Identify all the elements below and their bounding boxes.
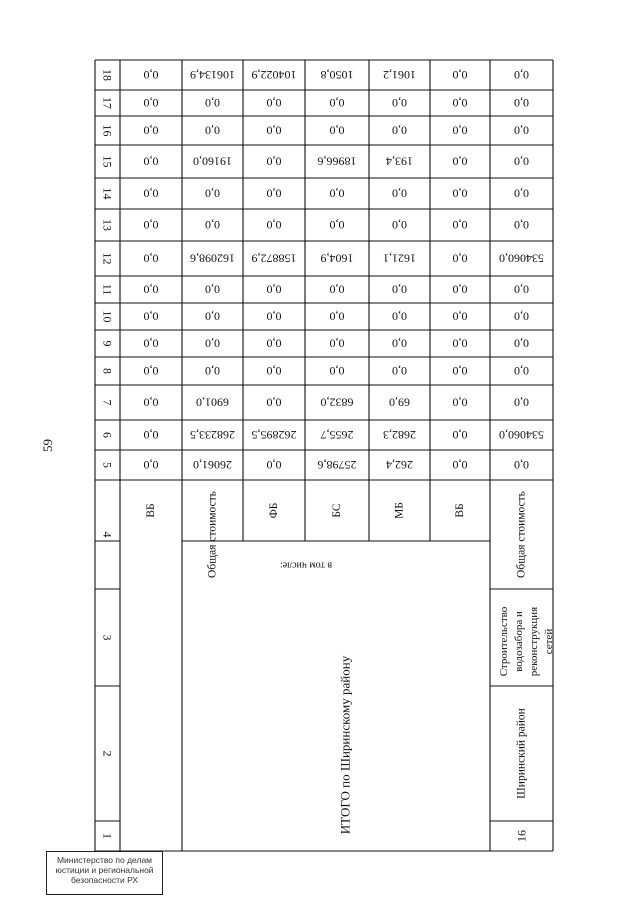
object-description-line: водозабора и: [513, 611, 525, 672]
row-label: БС: [331, 503, 343, 518]
data-cell: 0,0: [452, 96, 468, 110]
data-cell: 0,0: [205, 336, 220, 351]
data-cell: 0,0: [205, 309, 220, 324]
data-cell: 0,0: [392, 309, 407, 324]
data-cell: 0,0: [266, 336, 282, 351]
page-number: 59: [40, 439, 55, 452]
data-cell: 0,0: [392, 186, 407, 201]
data-cell: 0,0: [266, 154, 282, 169]
data-cell: 0,0: [143, 251, 159, 266]
data-cell: 0,0: [452, 336, 468, 351]
data-cell: 0,0: [205, 218, 220, 232]
data-cell: 0,0: [329, 336, 345, 351]
data-cell: 0,0: [266, 282, 282, 297]
data-cell: 0,0: [514, 364, 529, 378]
column-number: 7: [100, 399, 115, 406]
column-number: 9: [100, 340, 115, 347]
row-label: ФБ: [268, 502, 280, 519]
data-cell: 0,0: [205, 186, 220, 201]
data-cell: 69,0: [389, 395, 410, 410]
data-cell: 0,0: [266, 96, 282, 110]
column-number: 6: [100, 432, 115, 438]
column-number: 1: [100, 833, 115, 839]
data-cell: 0,0: [452, 123, 468, 138]
stamp-line-2: юстиции и региональной: [55, 865, 154, 875]
data-cell: 0,0: [392, 96, 407, 110]
data-cell: 0,0: [143, 96, 159, 110]
data-cell: 0,0: [143, 364, 159, 378]
data-cell: 0,0: [143, 395, 159, 410]
data-cell: 0,0: [514, 123, 529, 138]
data-cell: 19160,0: [193, 154, 232, 169]
data-cell: 0,0: [143, 428, 159, 442]
data-cell: 0,0: [514, 68, 529, 82]
data-cell: 0,0: [143, 218, 159, 232]
data-cell: 0,0: [329, 309, 345, 324]
data-cell: 162098,6: [190, 251, 235, 266]
stamp-line-3: безопасности РХ: [70, 875, 139, 885]
data-cell: 0,0: [143, 309, 159, 324]
data-cell: 0,0: [514, 309, 529, 324]
data-cell: 0,0: [452, 282, 468, 297]
data-cell: 0,0: [392, 123, 407, 138]
column-number: 12: [100, 252, 115, 265]
column-number: 10: [100, 310, 115, 323]
data-cell: 0,0: [392, 364, 407, 378]
data-cell: 0,0: [392, 218, 407, 232]
data-cell: 1050,8: [320, 68, 354, 82]
column-number: 5: [100, 462, 115, 468]
data-cell: 0,0: [266, 395, 282, 410]
column-number: 16: [100, 124, 115, 137]
column-number: 15: [100, 155, 115, 168]
data-cell: 0,0: [329, 186, 345, 201]
data-cell: 0,0: [452, 395, 468, 410]
data-cell: 0,0: [329, 218, 345, 232]
data-cell: 6901,0: [196, 395, 229, 410]
data-cell: 0,0: [452, 364, 468, 378]
data-cell: 0,0: [514, 186, 529, 201]
row-label: Общая стоимость: [515, 491, 528, 578]
data-cell: 0,0: [514, 154, 529, 169]
data-cell: 262,4: [386, 458, 413, 472]
data-cell: 0,0: [266, 309, 282, 324]
data-cell: 0,0: [143, 123, 159, 138]
object-description-line: сетей: [543, 628, 555, 655]
row-label: МБ: [393, 502, 406, 519]
data-cell: 1621,1: [383, 251, 416, 266]
data-cell: 0,0: [266, 186, 282, 201]
data-cell: 106134,9: [190, 68, 235, 82]
column-number: 4: [100, 531, 115, 538]
district-name: Ширинский район: [515, 708, 528, 799]
data-cell: 0,0: [143, 336, 159, 351]
row-label: ВБ: [454, 503, 466, 518]
data-cell: 0,0: [514, 282, 529, 297]
itogo-label: ИТОГО по Ширинскому району: [337, 655, 353, 835]
data-cell: 0,0: [514, 458, 529, 472]
data-cell: 0,0: [452, 251, 468, 266]
data-cell: 0,0: [143, 282, 159, 297]
data-cell: 0,0: [205, 123, 220, 138]
data-cell: 262895,5: [251, 428, 297, 442]
data-cell: 0,0: [452, 186, 468, 201]
data-cell: 1061,2: [383, 68, 416, 82]
column-number: 14: [100, 187, 115, 200]
v-tom-chisle-label: в том числе:: [279, 559, 333, 571]
data-cell: 534060,0: [499, 251, 544, 266]
data-cell: 0,0: [514, 395, 529, 410]
data-cell: 0,0: [329, 282, 345, 297]
data-cell: 0,0: [452, 154, 468, 169]
data-cell: 268233,5: [190, 428, 235, 442]
data-cell: 0,0: [452, 458, 468, 472]
object-description-line: реконструкция: [528, 606, 540, 677]
column-number: 13: [100, 219, 115, 231]
data-cell: 0,0: [514, 336, 529, 351]
data-cell: 0,0: [266, 123, 282, 138]
data-cell: 0,0: [452, 428, 468, 442]
column-number: 11: [100, 283, 115, 296]
data-cell: 0,0: [266, 458, 282, 472]
row-number: 16: [514, 830, 529, 842]
data-cell: 0,0: [143, 68, 159, 82]
data-cell: 0,0: [329, 123, 345, 138]
registration-stamp: [46, 851, 163, 895]
data-cell: 0,0: [143, 458, 159, 472]
data-cell: 0,0: [266, 218, 282, 232]
data-cell: 0,0: [143, 186, 159, 201]
data-cell: 0,0: [514, 218, 529, 232]
column-number: 18: [100, 69, 115, 81]
data-cell: 2655,7: [320, 428, 354, 442]
data-cell: 2682,3: [383, 428, 416, 442]
data-cell: 18966,6: [317, 154, 357, 169]
data-cell: 0,0: [452, 68, 468, 82]
data-cell: 6832,0: [320, 395, 354, 410]
row-label: Общая стоимость: [206, 491, 219, 578]
column-number: 2: [100, 750, 115, 757]
data-cell: 0,0: [143, 154, 159, 169]
object-description-line: Строительство: [498, 606, 510, 677]
column-number: 3: [100, 634, 115, 641]
column-number: 8: [100, 368, 115, 374]
data-cell: 158872,9: [251, 251, 297, 266]
data-cell: 193,4: [386, 154, 413, 169]
data-cell: 0,0: [266, 364, 282, 378]
column-number: 17: [100, 97, 115, 109]
data-cell: 0,0: [329, 96, 345, 110]
data-cell: 0,0: [452, 309, 468, 324]
data-cell: 104022,9: [251, 68, 297, 82]
data-cell: 0,0: [392, 336, 407, 351]
data-cell: 0,0: [329, 364, 345, 378]
row-label: ВБ: [145, 503, 157, 518]
data-cell: 0,0: [205, 96, 220, 110]
data-cell: 25798,6: [317, 458, 357, 472]
data-cell: 0,0: [392, 282, 407, 297]
data-cell: 0,0: [452, 218, 468, 232]
data-cell: 0,0: [205, 282, 220, 297]
data-cell: 534060,0: [499, 428, 544, 442]
data-cell: 1604,9: [320, 251, 354, 266]
data-cell: 0,0: [514, 96, 529, 110]
data-cell: 26061,0: [193, 458, 232, 472]
stamp-line-1: Министерство по делам: [56, 855, 153, 865]
data-cell: 0,0: [205, 364, 220, 378]
